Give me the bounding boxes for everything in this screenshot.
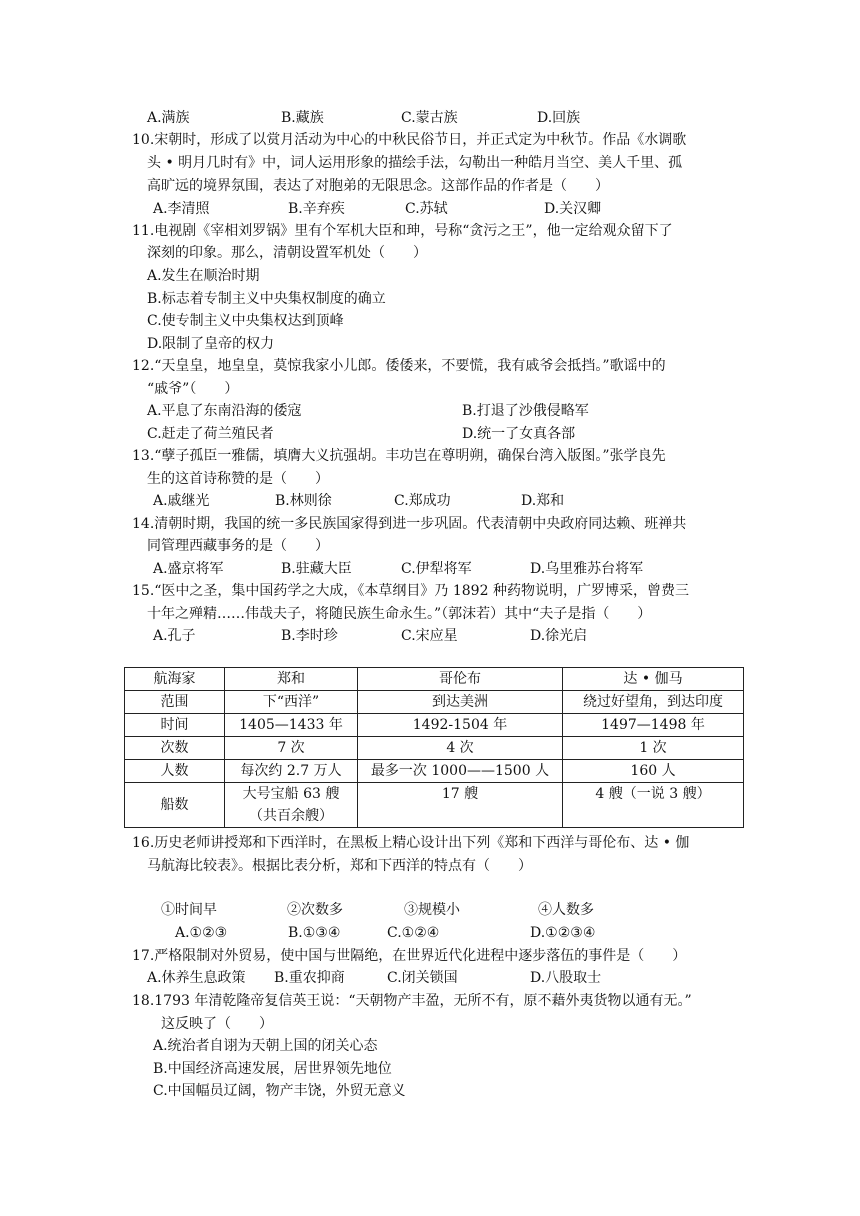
- q17-stem-line-1: 17.严格限制对外贸易，使中国与世隔绝，在世界近代化进程中逐步落伍的事件是（ ）: [132, 948, 687, 964]
- table-cell: 每次约 2.7 万人: [225, 760, 358, 783]
- q11-option-c: C.使专制主义中央集权达到顶峰: [147, 313, 344, 329]
- q10-option-b: B.辛弃疾: [288, 201, 345, 217]
- q11-option-d: D.限制了皇帝的权力: [147, 336, 275, 352]
- table-cell: 1405—1433 年: [225, 714, 358, 737]
- q13-option-a: A.戚继光: [153, 493, 210, 509]
- q9-option-b: B.藏族: [281, 110, 324, 126]
- q16-option-c: C.①②④: [387, 925, 440, 941]
- q15-option-a: A.孔子: [153, 628, 196, 644]
- q16-item-4: ④人数多: [538, 902, 594, 918]
- q14-stem-line-2: 同管理西藏事务的是（ ）: [147, 538, 329, 554]
- q10-stem-line-2: 头 • 明月几时有》中，词人运用形象的描绘手法，勾勒出一种皓月当空、美人千里、孤: [147, 155, 683, 171]
- table-row: [125, 691, 744, 714]
- q13-option-d: D.郑和: [521, 493, 565, 509]
- table-row: [125, 737, 744, 760]
- table-cell: 1497—1498 年: [563, 714, 744, 737]
- table-cell: 次数: [125, 737, 225, 760]
- table-cell: 7 次: [225, 737, 358, 760]
- q10-option-a: A.李清照: [153, 201, 210, 217]
- table-cell: 人数: [125, 760, 225, 783]
- q10-stem-line-3: 高旷远的境界氛围，表达了对胞弟的无限思念。这部作品的作者是（ ）: [147, 178, 609, 194]
- q16-stem-line-1: 16.历史老师讲授郑和下西洋时，在黑板上精心设计出下列《郑和下西洋与哥伦布、达 • 伽: [132, 835, 690, 851]
- table-cell: 时间: [125, 714, 225, 737]
- q14-stem-line-1: 14.清朝时期，我国的统一多民族国家得到进一步巩固。代表清朝中央政府同达赖、班禅共: [132, 516, 687, 532]
- q16-option-d: D.①②③④: [530, 925, 596, 941]
- q12-stem-line-2: “戚爷”（ ）: [147, 381, 239, 397]
- q16-stem-line-2: 马航海比较表》。根据比表分析，郑和下西洋的特点有（ ）: [147, 858, 532, 874]
- q11-stem-line-2: 深刻的印象。那么，清朝设置军机处（ ）: [147, 245, 427, 261]
- table-row: [125, 714, 744, 737]
- zheng-he-ships-line-1: 大号宝船 63 艘: [242, 786, 340, 802]
- table-cell: 4 次: [358, 737, 563, 760]
- q11-option-a: A.发生在顺治时期: [147, 268, 260, 284]
- table-cell: 范围: [125, 691, 225, 714]
- table-cell: 下“西洋”: [225, 691, 358, 714]
- q18-stem-line-1: 18.1793 年清乾隆帝复信英王说：“天朝物产丰盈，无所不有，原不藉外夷货物以通有无。”: [132, 993, 692, 1009]
- zheng-he-ships-line-2: （共百余艘）: [249, 808, 333, 824]
- q18-stem-line-2: 这反映了（ ）: [161, 1016, 273, 1032]
- table-row: [125, 668, 744, 691]
- q11-option-b: B.标志着专制主义中央集权制度的确立: [147, 291, 386, 307]
- q10-option-c: C.苏轼: [405, 201, 448, 217]
- q17-option-b: B.重农抑商: [274, 970, 345, 986]
- q9-option-a: A.满族: [147, 110, 190, 126]
- q15-stem-line-1: 15.“医中之圣，集中国药学之大成，《本草纲目》乃 1892 种药物说明，广罗博采，曾费三: [132, 583, 689, 599]
- q10-stem-line-1: 10.宋朝时，形成了以赏月活动为中心的中秋民俗节日，并正式定为中秋节。作品《水调歌: [132, 132, 687, 148]
- q11-stem-line-1: 11.电视剧《宰相刘罗锅》里有个军机大臣和珅，号称“贪污之王”，他一定给观众留下了: [132, 223, 673, 239]
- q15-stem-line-2: 十年之殚精……伟哉夫子，将随民族生命永生。”（郭沫若）其中“夫子是指（ ）: [147, 606, 652, 622]
- q13-stem-line-2: 生的这首诗称赞的是（ ）: [147, 471, 329, 487]
- q14-option-d: D.乌里雅苏台将军: [530, 561, 644, 577]
- q13-stem-line-1: 13.“孽子孤臣一雅儒，填膺大义抗强胡。丰功岂在尊明朔，确保台湾入版图。”张学良先: [132, 448, 666, 464]
- table-row: [125, 760, 744, 783]
- table-cell: 郑和: [225, 668, 358, 691]
- q10-option-d: D.关汉卿: [544, 201, 602, 217]
- q16-item-1: ①时间早: [161, 902, 217, 918]
- table-cell: 17 艘: [358, 783, 563, 828]
- q15-option-c: C.宋应星: [401, 628, 458, 644]
- q16-item-2: ②次数多: [287, 902, 343, 918]
- table-cell: 达 • 伽马: [563, 668, 744, 691]
- q9-option-d: D.回族: [537, 110, 581, 126]
- q12-option-b: B.打退了沙俄侵略军: [462, 403, 589, 419]
- q18-option-c: C.中国幅员辽阔，物产丰饶，外贸无意义: [153, 1083, 406, 1099]
- q15-option-b: B.李时珍: [281, 628, 338, 644]
- table-cell: [225, 783, 358, 828]
- q13-option-c: C.郑成功: [394, 493, 451, 509]
- q17-option-a: A.休养生息政策: [147, 970, 246, 986]
- q16-item-3: ③规模小: [404, 902, 460, 918]
- q16-option-a: A.①②③: [175, 925, 228, 941]
- table-cell: 1492-1504 年: [358, 714, 563, 737]
- q17-option-c: C.闭关锁国: [387, 970, 458, 986]
- table-cell: 到达美洲: [358, 691, 563, 714]
- q12-option-a: A.平息了东南沿海的倭寇: [147, 403, 302, 419]
- table-cell: 绕过好望角，到达印度: [563, 691, 744, 714]
- q14-option-c: C.伊犁将军: [401, 561, 472, 577]
- q16-option-b: B.①③④: [288, 925, 341, 941]
- q13-option-b: B.林则徐: [275, 493, 332, 509]
- table-cell: 航海家: [125, 668, 225, 691]
- q17-option-d: D.八股取士: [530, 970, 602, 986]
- table-cell: 哥伦布: [358, 668, 563, 691]
- q12-option-c: C.赶走了荷兰殖民者: [147, 426, 274, 442]
- table-cell: 160 人: [563, 760, 744, 783]
- q12-option-d: D.统一了女真各部: [462, 426, 576, 442]
- table-cell: 船数: [125, 783, 225, 828]
- table-row: [125, 783, 744, 828]
- voyage-comparison-table: [124, 667, 744, 828]
- q9-option-c: C.蒙古族: [401, 110, 458, 126]
- q15-option-d: D.徐光启: [530, 628, 588, 644]
- q14-option-a: A.盛京将军: [153, 561, 224, 577]
- q18-option-a: A.统治者自诩为天朝上国的闭关心态: [153, 1038, 378, 1054]
- table-cell: 1 次: [563, 737, 744, 760]
- q14-option-b: B.驻藏大臣: [281, 561, 352, 577]
- q12-stem-line-1: 12.“天皇皇，地皇皇，莫惊我家小儿郎。倭倭来，不要慌，我有戚爷会抵挡。”歌谣中的: [132, 358, 666, 374]
- table-cell: 最多一次 1000——1500 人: [358, 760, 563, 783]
- q18-option-b: B.中国经济高速发展，居世界领先地位: [153, 1061, 392, 1077]
- table-cell: 4 艘（一说 3 艘）: [563, 783, 744, 828]
